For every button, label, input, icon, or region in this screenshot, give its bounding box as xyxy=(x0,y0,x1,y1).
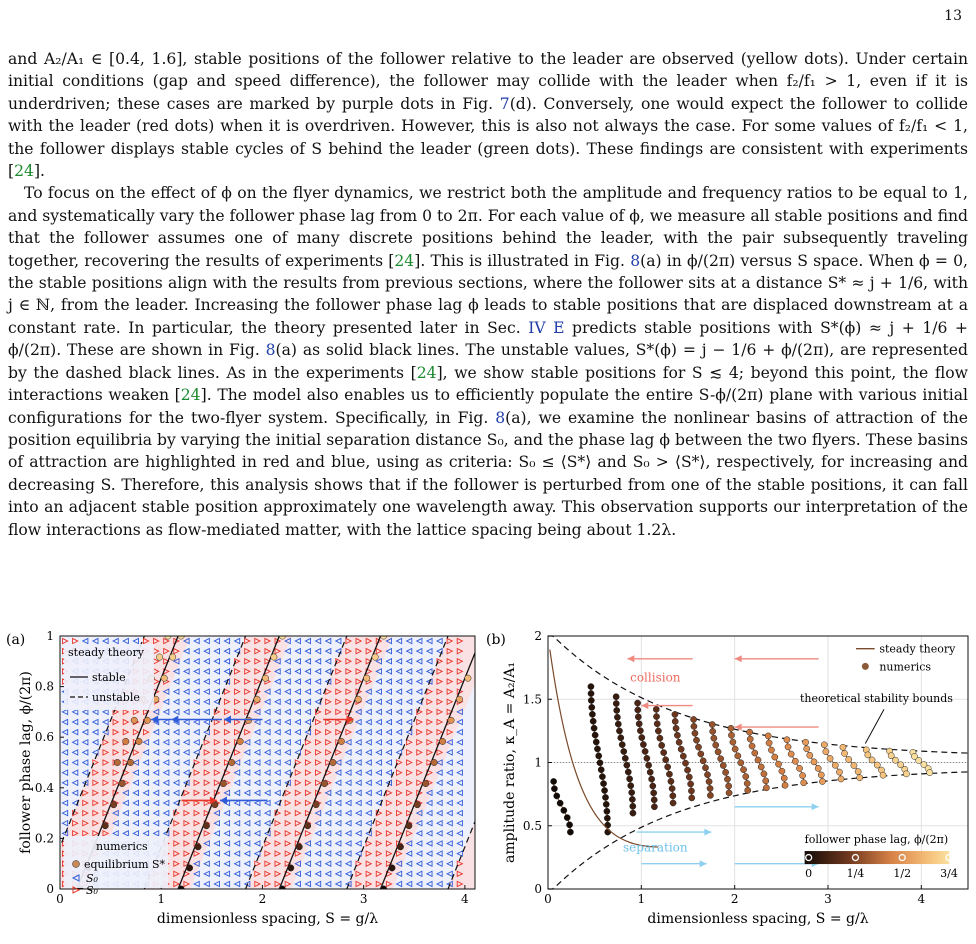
numerics-point xyxy=(781,775,787,781)
numerics-point xyxy=(706,778,712,784)
equilibrium-point xyxy=(313,801,319,807)
numerics-point xyxy=(772,754,778,760)
numerics-point xyxy=(613,700,619,706)
equilibrium-point xyxy=(237,738,243,744)
numerics-point xyxy=(715,749,721,755)
numerics-point xyxy=(728,725,734,731)
citation-link[interactable]: 24 xyxy=(394,251,415,270)
y-tick-label: 0 xyxy=(46,882,54,896)
y-tick-label: 0 xyxy=(534,882,542,896)
numerics-point xyxy=(678,746,684,752)
numerics-point xyxy=(680,753,686,759)
y-tick-label: 1 xyxy=(46,629,54,643)
legend-unstable: unstable xyxy=(92,691,140,704)
text-run: (d). Conversely, one would expect the follower to collide with the leader (red dots) when it is overdriven. However, this is also not always the case. For some values of f₂/f₁ < 1, the follower displays stable cycles of S behind the leader (green dots). These findings are consistent with experiments [ xyxy=(8,94,968,181)
figure-8a-plot xyxy=(0,628,490,940)
text-run: ]. xyxy=(33,162,45,181)
numerics-point xyxy=(713,742,719,748)
numerics-point xyxy=(588,684,594,690)
x-tick-label: 0 xyxy=(544,892,552,906)
numerics-point xyxy=(804,746,810,752)
equilibrium-point xyxy=(220,780,226,786)
numerics-point xyxy=(637,728,643,734)
numerics-point xyxy=(588,697,594,703)
numerics-point xyxy=(590,718,596,724)
legend-equilibrium: equilibrium S* xyxy=(84,858,166,871)
equilibrium-point xyxy=(254,696,260,702)
separation-label: separation xyxy=(623,840,688,855)
y-axis-label: amplitude ratio, κ_A = A₂/A₁ xyxy=(502,661,518,864)
numerics-point xyxy=(692,730,698,736)
equilibrium-point xyxy=(110,801,116,807)
numerics-point xyxy=(775,761,781,767)
legend-s0-a: S₀ xyxy=(86,872,98,885)
numerics-point xyxy=(557,800,563,806)
numerics-point xyxy=(554,793,560,799)
numerics-point xyxy=(785,744,791,750)
equilibrium-point xyxy=(330,759,336,765)
numerics-point xyxy=(927,770,933,776)
colorbar-tick-label: 1/2 xyxy=(893,867,912,881)
numerics-point xyxy=(564,815,570,821)
citation-link[interactable]: 8 xyxy=(265,341,276,360)
y-tick-label: 1.5 xyxy=(522,692,542,707)
equilibrium-point xyxy=(414,801,420,807)
equilibrium-point xyxy=(123,738,129,744)
numerics-point xyxy=(755,757,761,763)
numerics-point xyxy=(630,803,636,809)
equilibrium-point xyxy=(127,759,133,765)
numerics-point xyxy=(698,751,704,757)
numerics-point xyxy=(688,781,694,787)
equilibrium-point xyxy=(389,865,395,871)
equilibrium-point xyxy=(156,654,162,660)
numerics-point xyxy=(661,749,667,755)
numerics-point xyxy=(763,778,769,784)
x-tick-label: 4 xyxy=(461,892,469,906)
equilibrium-point xyxy=(245,717,251,723)
numerics-point xyxy=(630,810,636,816)
numerics-point xyxy=(636,721,642,727)
equilibrium-point xyxy=(431,759,437,765)
numerics-point xyxy=(855,769,861,775)
equilibrium-point xyxy=(136,738,142,744)
legend-title: steady theory xyxy=(68,646,144,659)
citation-link[interactable]: 8 xyxy=(495,408,506,427)
numerics-point xyxy=(807,752,813,758)
numerics-point xyxy=(613,694,619,700)
numerics-point xyxy=(788,751,794,757)
y-tick-label: 1 xyxy=(534,755,542,770)
numerics-point xyxy=(838,776,844,782)
numerics-point xyxy=(827,755,833,761)
legend-numerics-swatch xyxy=(862,663,869,670)
numerics-point xyxy=(796,765,802,771)
numerics-point xyxy=(635,700,641,706)
numerics-point xyxy=(846,756,852,762)
numerics-point xyxy=(603,801,609,807)
numerics-point xyxy=(707,792,713,798)
equilibrium-point xyxy=(144,717,150,723)
numerics-point xyxy=(710,728,716,734)
numerics-point xyxy=(686,774,692,780)
numerics-point xyxy=(602,794,608,800)
x-axis-label: dimensionless spacing, S = g/λ xyxy=(647,911,869,927)
numerics-point xyxy=(691,723,697,729)
numerics-point xyxy=(594,746,600,752)
numerics-point xyxy=(591,725,597,731)
numerics-point xyxy=(626,776,632,782)
numerics-point xyxy=(707,785,713,791)
equilibrium-point xyxy=(288,865,294,871)
numerics-point xyxy=(815,765,821,771)
x-tick-label: 4 xyxy=(917,892,926,906)
numerics-point xyxy=(650,783,656,789)
numerics-point xyxy=(593,739,599,745)
x-tick-label: 0 xyxy=(56,892,64,906)
numerics-point xyxy=(629,796,635,802)
equilibrium-point xyxy=(355,696,361,702)
numerics-point xyxy=(670,793,676,799)
legend-equilibrium-swatch xyxy=(73,861,80,868)
equilibrium-point xyxy=(229,759,235,765)
numerics-point xyxy=(840,744,846,750)
panel-label: (a) xyxy=(6,632,26,648)
numerics-point xyxy=(647,769,653,775)
numerics-point xyxy=(688,788,694,794)
numerics-point xyxy=(666,771,672,777)
numerics-point xyxy=(616,728,622,734)
numerics-point xyxy=(865,752,871,758)
numerics-point xyxy=(749,743,755,749)
numerics-point xyxy=(605,829,611,835)
numerics-point xyxy=(604,815,610,821)
numerics-point xyxy=(740,767,746,773)
numerics-point xyxy=(596,753,602,759)
citation-link[interactable]: 7 xyxy=(499,94,510,113)
text-run: ]. The model also enables us to efficiently populate the entire S-ϕ/(2π) plane with various initial configurations for the two-flyer system. Specifically, in Fig. xyxy=(8,386,968,427)
y-axis-label: follower phase lag, ϕ/(2π) xyxy=(18,671,34,854)
numerics-point xyxy=(551,778,557,784)
text-run: ]. This is illustrated in Fig. xyxy=(414,251,631,270)
numerics-point xyxy=(614,714,620,720)
arrow-head xyxy=(627,655,634,662)
citation-link[interactable]: IV E xyxy=(528,318,565,337)
equilibrium-point xyxy=(406,823,412,829)
numerics-point xyxy=(823,749,829,755)
numerics-point xyxy=(644,755,650,761)
equilibrium-point xyxy=(203,823,209,829)
x-tick-label: 3 xyxy=(824,892,832,906)
numerics-point xyxy=(718,756,724,762)
numerics-point xyxy=(732,746,738,752)
numerics-point xyxy=(720,762,726,768)
numerics-point xyxy=(702,765,708,771)
numerics-point xyxy=(614,707,620,713)
arrow-head xyxy=(704,829,711,836)
numerics-point xyxy=(624,762,630,768)
numerics-point xyxy=(640,741,646,747)
y-tick-label: 2 xyxy=(534,629,542,643)
numerics-point xyxy=(841,750,847,756)
numerics-point xyxy=(639,735,645,741)
arrow-head xyxy=(812,803,819,810)
equilibrium-point xyxy=(304,823,310,829)
numerics-point xyxy=(597,760,603,766)
numerics-point xyxy=(604,808,610,814)
colorbar-tick-label: 1/4 xyxy=(846,867,865,881)
numerics-point xyxy=(621,748,627,754)
equilibrium-point xyxy=(397,844,403,850)
legend-s0-b: S₀ xyxy=(86,884,98,897)
x-tick-label: 2 xyxy=(730,892,739,906)
numerics-point xyxy=(592,732,598,738)
text-run: predicts stable positions with S*(ϕ) ≈ j + 1/6 + ϕ/(2π). These are shown in Fig. xyxy=(8,318,968,360)
arrow-head xyxy=(735,655,742,662)
numerics-point xyxy=(730,739,736,745)
numerics-point xyxy=(566,822,572,828)
numerics-point xyxy=(600,780,606,786)
numerics-point xyxy=(700,758,706,764)
paragraph-1 xyxy=(8,48,968,182)
numerics-point xyxy=(916,757,922,763)
equilibrium-point xyxy=(102,823,108,829)
colorbar-tick-label: 3/4 xyxy=(940,867,958,881)
numerics-point xyxy=(684,767,690,773)
numerics-point xyxy=(567,829,573,835)
numerics-point xyxy=(669,785,675,791)
numerics-point xyxy=(811,759,817,765)
numerics-point xyxy=(819,778,825,784)
legend-stable: stable xyxy=(92,671,126,684)
y-tick-label: 0.4 xyxy=(34,780,54,795)
numerics-point xyxy=(761,771,767,777)
numerics-point xyxy=(619,742,625,748)
numerics-point xyxy=(665,764,671,770)
numerics-point xyxy=(723,769,729,775)
numerics-point xyxy=(589,704,595,710)
text-run: ], we show stable positions for S ≲ 4; beyond this point, the flow interactions weaken [ xyxy=(8,363,969,405)
legend-theory: steady theory xyxy=(879,642,956,656)
equilibrium-point xyxy=(372,654,378,660)
numerics-point xyxy=(551,786,557,792)
equilibrium-point xyxy=(456,696,462,702)
numerics-point xyxy=(744,780,750,786)
numerics-point xyxy=(892,757,898,763)
y-tick-label: 0.6 xyxy=(34,730,54,745)
equilibrium-point xyxy=(465,675,471,681)
x-tick-label: 1 xyxy=(637,892,646,906)
numerics-point xyxy=(743,773,749,779)
numerics-point xyxy=(784,737,790,743)
numerics-point xyxy=(818,772,824,778)
numerics-point xyxy=(629,789,635,795)
bounds-label: theoretical stability bounds xyxy=(800,691,953,705)
numerics-point xyxy=(676,739,682,745)
figure-8b-plot xyxy=(484,628,976,940)
x-tick-label: 1 xyxy=(157,892,166,906)
numerics-point xyxy=(653,713,659,719)
numerics-point xyxy=(673,725,679,731)
numerics-point xyxy=(561,807,567,813)
arrow-head xyxy=(641,702,648,709)
body-text xyxy=(8,48,968,541)
numerics-point xyxy=(726,783,732,789)
text-run: (a) as solid black lines. The unstable values, S*(ϕ) = j − 1/6 + ϕ/(2π), are represented by the dashed black lines. As in the experiments [ xyxy=(8,341,968,382)
numerics-point xyxy=(691,716,697,722)
numerics-point xyxy=(768,747,774,753)
numerics-point xyxy=(651,804,657,810)
numerics-point xyxy=(800,772,806,778)
numerics-point xyxy=(803,739,809,745)
numerics-point xyxy=(801,780,807,786)
colorbar-tick-label: 0 xyxy=(805,867,813,881)
numerics-point xyxy=(653,706,659,712)
numerics-point xyxy=(735,753,741,759)
x-tick-label: 3 xyxy=(359,892,368,906)
text-run: and A₂/A₁ ∈ [0.4, 1.6], stable positions of the follower relative to the leader are observed (yellow dots). Under certain initial conditions (gap and speed difference), the follower may collide with the leader when f₂/f₁ > 1, even if it is underdriven; these cases are marked by purple dots in Fig. xyxy=(8,50,968,113)
numerics-point xyxy=(682,760,688,766)
numerics-point xyxy=(635,707,641,713)
numerics-point xyxy=(642,748,648,754)
numerics-point xyxy=(599,774,605,780)
numerics-point xyxy=(821,742,827,748)
legend-title: numerics xyxy=(96,840,148,853)
figure-8b xyxy=(484,628,976,940)
equilibrium-point xyxy=(423,780,429,786)
numerics-point xyxy=(745,787,751,793)
numerics-point xyxy=(763,785,769,791)
figure-8a xyxy=(0,628,490,940)
citation-link[interactable]: 24 xyxy=(180,386,201,405)
numerics-point xyxy=(589,711,595,717)
numerics-point xyxy=(752,750,758,756)
equilibrium-point xyxy=(262,675,268,681)
numerics-point xyxy=(657,735,663,741)
numerics-point xyxy=(851,762,857,768)
numerics-point xyxy=(728,732,734,738)
numerics-point xyxy=(880,772,886,778)
numerics-point xyxy=(792,758,798,764)
numerics-point xyxy=(695,744,701,750)
numerics-point xyxy=(651,797,657,803)
numerics-point xyxy=(766,740,772,746)
equilibrium-point xyxy=(439,738,445,744)
numerics-point xyxy=(782,782,788,788)
numerics-point xyxy=(622,755,628,761)
equilibrium-point xyxy=(186,865,192,871)
numerics-point xyxy=(615,721,621,727)
text-run: (a), we examine the nonlinear basins of attraction of the position equilibria by varying the initial separation distance S₀, and the phase lag ϕ between the two flyers. These basins of attraction are highlighted in red and blue, using as criteria: S₀ ≤ ⟨S*⟩ and S₀ > ⟨S*⟩, respectively, for increasing and decreasing S. Therefore, this analysis shows that if the follower is perturbed from one of the stable positions, it can fall into an adjacent stable position approximately one wavelength away. This observation supports our interpretation of the flow interactions as flow-mediated matter, with the lattice spacing being about 1.2λ. xyxy=(8,408,968,539)
numerics-point xyxy=(618,735,624,741)
numerics-point xyxy=(654,721,660,727)
colorbar-title: follower phase lag, ϕ/(2π) xyxy=(804,833,949,847)
equilibrium-point xyxy=(363,675,369,681)
numerics-point xyxy=(655,728,661,734)
collision-label: collision xyxy=(630,670,681,685)
equilibrium-point xyxy=(271,654,277,660)
equilibrium-point xyxy=(119,780,125,786)
numerics-point xyxy=(857,775,863,781)
numerics-point xyxy=(625,769,631,775)
x-axis-label: dimensionless spacing, S = g/λ xyxy=(156,911,379,927)
numerics-point xyxy=(724,776,730,782)
equilibrium-point xyxy=(169,654,175,660)
numerics-point xyxy=(869,757,875,763)
bounds-pointer xyxy=(865,709,884,743)
numerics-point xyxy=(674,732,680,738)
numerics-point xyxy=(651,790,657,796)
citation-link[interactable]: 24 xyxy=(416,363,437,382)
paragraph-2 xyxy=(8,182,968,541)
numerics-point xyxy=(663,757,669,763)
numerics-point xyxy=(628,783,634,789)
numerics-point xyxy=(588,690,594,696)
x-tick-label: 2 xyxy=(258,892,267,906)
numerics-point xyxy=(689,795,695,801)
equilibrium-point xyxy=(161,675,167,681)
numerics-point xyxy=(704,772,710,778)
numerics-point xyxy=(645,762,651,768)
numerics-point xyxy=(672,718,678,724)
equilibrium-point xyxy=(195,844,201,850)
numerics-point xyxy=(726,790,732,796)
citation-link[interactable]: 24 xyxy=(14,162,34,181)
numerics-point xyxy=(649,776,655,782)
numerics-point xyxy=(779,768,785,774)
panel-label: (b) xyxy=(486,632,506,648)
legend-numerics: numerics xyxy=(879,660,932,674)
numerics-point xyxy=(670,800,676,806)
numerics-point xyxy=(598,767,604,773)
text-run: To focus on the effect of ϕ on the flyer dynamics, we restrict both the amplitude and frequency ratios to be equal to 1, and systematically vary the follower phase lag from 0 to 2π. For each value of ϕ, we measure all stable positions and find that the follower assumes one of many discrete positions behind the leader, with the pair subsequently traveling together, recovering the results of experiments [ xyxy=(8,184,968,270)
numerics-point xyxy=(738,760,744,766)
numerics-point xyxy=(765,733,771,739)
y-tick-label: 0.8 xyxy=(34,679,54,694)
equilibrium-point xyxy=(131,717,137,723)
numerics-point xyxy=(635,714,641,720)
colorbar xyxy=(805,851,950,864)
numerics-point xyxy=(832,762,838,768)
numerics-point xyxy=(668,778,674,784)
numerics-point xyxy=(903,771,909,777)
numerics-point xyxy=(747,736,753,742)
equilibrium-point xyxy=(448,717,454,723)
y-tick-label: 0.5 xyxy=(522,818,542,833)
equilibrium-point xyxy=(338,738,344,744)
numerics-point xyxy=(747,729,753,735)
equilibrium-point xyxy=(296,844,302,850)
numerics-point xyxy=(711,735,717,741)
arrow-head xyxy=(700,860,707,867)
citation-link[interactable]: 8 xyxy=(630,251,641,270)
numerics-point xyxy=(836,769,842,775)
numerics-point xyxy=(601,787,607,793)
page-number: 13 xyxy=(944,8,962,24)
numerics-point xyxy=(758,764,764,770)
numerics-point xyxy=(693,737,699,743)
equilibrium-point xyxy=(321,780,327,786)
numerics-point xyxy=(672,711,678,717)
equilibrium-point xyxy=(114,759,120,765)
numerics-point xyxy=(659,742,665,748)
text-run: (a) in ϕ/(2π) versus S space. When ϕ = 0, the stable positions align with the results from previous sections, where the follower sits at a distance S* ≈ j + 1/6, with j ∈ ℕ, from the leader. Increasing the follower phase lag ϕ leads to stable positions that are displaced downstream at a constant rate. In particular, the theory presented later in Sec. xyxy=(8,251,968,337)
y-tick-label: 0.2 xyxy=(34,831,54,846)
numerics-point xyxy=(709,721,715,727)
numerics-point xyxy=(874,762,880,768)
